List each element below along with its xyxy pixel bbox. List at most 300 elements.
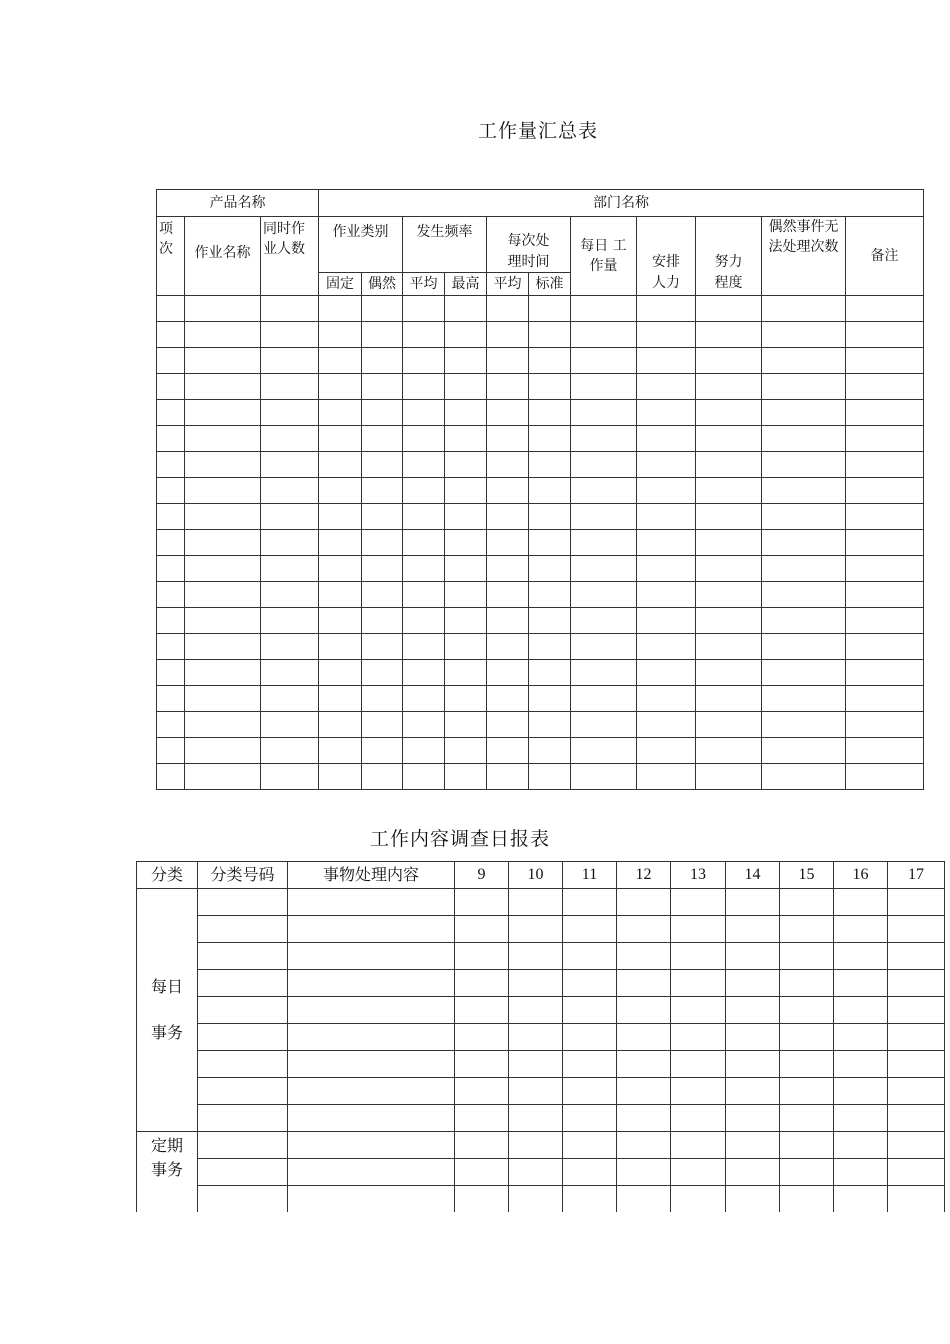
table-cell[interactable] — [726, 1159, 780, 1186]
table-cell[interactable] — [362, 426, 403, 452]
table-cell[interactable] — [563, 970, 617, 997]
table-cell[interactable] — [696, 738, 762, 764]
table-cell[interactable] — [487, 452, 529, 478]
table-cell[interactable] — [762, 374, 846, 400]
table-cell[interactable] — [637, 348, 696, 374]
table-cell[interactable] — [726, 943, 780, 970]
table-cell[interactable] — [198, 1186, 288, 1213]
table-cell[interactable] — [288, 1132, 455, 1159]
table-cell[interactable] — [157, 296, 185, 322]
table-cell[interactable] — [185, 686, 261, 712]
table-cell[interactable] — [319, 556, 362, 582]
table-cell[interactable] — [671, 1105, 726, 1132]
table-cell[interactable] — [261, 426, 319, 452]
table-cell[interactable] — [888, 916, 945, 943]
table-cell[interactable] — [617, 1159, 671, 1186]
table-cell[interactable] — [362, 556, 403, 582]
table-cell[interactable] — [617, 943, 671, 970]
table-cell[interactable] — [529, 452, 571, 478]
table-cell[interactable] — [529, 712, 571, 738]
table-cell[interactable] — [487, 686, 529, 712]
table-cell[interactable] — [529, 426, 571, 452]
table-cell[interactable] — [726, 1024, 780, 1051]
table-cell[interactable] — [487, 374, 529, 400]
table-cell[interactable] — [529, 738, 571, 764]
table-cell[interactable] — [563, 889, 617, 916]
table-cell[interactable] — [198, 1132, 288, 1159]
table-cell[interactable] — [726, 1051, 780, 1078]
table-cell[interactable] — [157, 764, 185, 790]
table-cell[interactable] — [509, 1051, 563, 1078]
table-cell[interactable] — [319, 322, 362, 348]
table-cell[interactable] — [157, 686, 185, 712]
table-cell[interactable] — [319, 738, 362, 764]
table-cell[interactable] — [288, 1186, 455, 1213]
table-cell[interactable] — [617, 1105, 671, 1132]
table-cell[interactable] — [403, 764, 445, 790]
table-cell[interactable] — [571, 348, 637, 374]
table-cell[interactable] — [319, 764, 362, 790]
table-cell[interactable] — [834, 1186, 888, 1213]
table-cell[interactable] — [288, 1051, 455, 1078]
table-cell[interactable] — [319, 608, 362, 634]
table-cell[interactable] — [696, 348, 762, 374]
table-cell[interactable] — [846, 426, 924, 452]
table-cell[interactable] — [487, 712, 529, 738]
table-cell[interactable] — [637, 764, 696, 790]
table-cell[interactable] — [362, 582, 403, 608]
table-cell[interactable] — [726, 916, 780, 943]
table-cell[interactable] — [198, 916, 288, 943]
table-cell[interactable] — [185, 764, 261, 790]
table-cell[interactable] — [445, 322, 487, 348]
table-cell[interactable] — [637, 634, 696, 660]
table-cell[interactable] — [529, 582, 571, 608]
table-cell[interactable] — [157, 530, 185, 556]
table-cell[interactable] — [509, 916, 563, 943]
table-cell[interactable] — [571, 556, 637, 582]
table-cell[interactable] — [403, 478, 445, 504]
table-cell[interactable] — [319, 400, 362, 426]
table-cell[interactable] — [403, 608, 445, 634]
table-cell[interactable] — [509, 1078, 563, 1105]
table-cell[interactable] — [637, 322, 696, 348]
table-cell[interactable] — [157, 426, 185, 452]
table-cell[interactable] — [571, 374, 637, 400]
table-cell[interactable] — [846, 322, 924, 348]
table-cell[interactable] — [846, 504, 924, 530]
table-cell[interactable] — [157, 556, 185, 582]
table-cell[interactable] — [846, 348, 924, 374]
table-cell[interactable] — [185, 634, 261, 660]
table-cell[interactable] — [157, 660, 185, 686]
table-cell[interactable] — [846, 608, 924, 634]
table-cell[interactable] — [319, 426, 362, 452]
table-cell[interactable] — [780, 1159, 834, 1186]
table-cell[interactable] — [617, 1132, 671, 1159]
table-cell[interactable] — [762, 686, 846, 712]
table-cell[interactable] — [403, 738, 445, 764]
table-cell[interactable] — [487, 660, 529, 686]
table-cell[interactable] — [834, 1159, 888, 1186]
table-cell[interactable] — [529, 374, 571, 400]
table-cell[interactable] — [780, 970, 834, 997]
table-cell[interactable] — [780, 943, 834, 970]
table-cell[interactable] — [157, 634, 185, 660]
table-cell[interactable] — [529, 660, 571, 686]
table-cell[interactable] — [403, 348, 445, 374]
table-cell[interactable] — [487, 296, 529, 322]
table-cell[interactable] — [157, 400, 185, 426]
table-cell[interactable] — [403, 530, 445, 556]
table-cell[interactable] — [563, 943, 617, 970]
table-cell[interactable] — [846, 478, 924, 504]
table-cell[interactable] — [696, 582, 762, 608]
table-cell[interactable] — [888, 889, 945, 916]
table-cell[interactable] — [445, 582, 487, 608]
table-cell[interactable] — [834, 1051, 888, 1078]
table-cell[interactable] — [637, 608, 696, 634]
table-cell[interactable] — [509, 1159, 563, 1186]
table-cell[interactable] — [637, 686, 696, 712]
table-cell[interactable] — [637, 530, 696, 556]
table-cell[interactable] — [846, 738, 924, 764]
table-cell[interactable] — [696, 400, 762, 426]
table-cell[interactable] — [563, 1159, 617, 1186]
table-cell[interactable] — [261, 764, 319, 790]
table-cell[interactable] — [696, 478, 762, 504]
table-cell[interactable] — [157, 374, 185, 400]
table-cell[interactable] — [834, 997, 888, 1024]
table-cell[interactable] — [198, 1051, 288, 1078]
table-cell[interactable] — [529, 478, 571, 504]
table-cell[interactable] — [637, 504, 696, 530]
table-cell[interactable] — [445, 634, 487, 660]
table-cell[interactable] — [671, 916, 726, 943]
table-cell[interactable] — [288, 1159, 455, 1186]
table-cell[interactable] — [319, 296, 362, 322]
table-cell[interactable] — [319, 374, 362, 400]
table-cell[interactable] — [617, 1051, 671, 1078]
table-cell[interactable] — [637, 556, 696, 582]
table-cell[interactable] — [780, 997, 834, 1024]
table-cell[interactable] — [617, 997, 671, 1024]
table-cell[interactable] — [637, 738, 696, 764]
table-cell[interactable] — [185, 582, 261, 608]
table-cell[interactable] — [563, 1186, 617, 1213]
table-cell[interactable] — [846, 660, 924, 686]
table-cell[interactable] — [529, 504, 571, 530]
table-cell[interactable] — [288, 970, 455, 997]
table-cell[interactable] — [319, 452, 362, 478]
table-cell[interactable] — [563, 1132, 617, 1159]
table-cell[interactable] — [487, 426, 529, 452]
table-cell[interactable] — [362, 738, 403, 764]
table-cell[interactable] — [834, 1024, 888, 1051]
table-cell[interactable] — [455, 970, 509, 997]
table-cell[interactable] — [617, 1024, 671, 1051]
table-cell[interactable] — [445, 296, 487, 322]
table-cell[interactable] — [487, 348, 529, 374]
table-cell[interactable] — [846, 686, 924, 712]
table-cell[interactable] — [846, 400, 924, 426]
table-cell[interactable] — [762, 426, 846, 452]
table-cell[interactable] — [185, 556, 261, 582]
table-cell[interactable] — [403, 504, 445, 530]
table-cell[interactable] — [261, 322, 319, 348]
table-cell[interactable] — [455, 1024, 509, 1051]
table-cell[interactable] — [571, 660, 637, 686]
table-cell[interactable] — [445, 452, 487, 478]
table-cell[interactable] — [198, 997, 288, 1024]
table-cell[interactable] — [571, 478, 637, 504]
table-cell[interactable] — [846, 634, 924, 660]
table-cell[interactable] — [261, 452, 319, 478]
table-cell[interactable] — [487, 634, 529, 660]
table-cell[interactable] — [261, 634, 319, 660]
table-cell[interactable] — [455, 1132, 509, 1159]
table-cell[interactable] — [455, 943, 509, 970]
table-cell[interactable] — [261, 296, 319, 322]
table-cell[interactable] — [780, 1132, 834, 1159]
table-cell[interactable] — [671, 1024, 726, 1051]
table-cell[interactable] — [671, 889, 726, 916]
table-cell[interactable] — [637, 660, 696, 686]
table-cell[interactable] — [780, 1105, 834, 1132]
table-cell[interactable] — [617, 916, 671, 943]
table-cell[interactable] — [185, 322, 261, 348]
table-cell[interactable] — [696, 530, 762, 556]
table-cell[interactable] — [198, 970, 288, 997]
table-cell[interactable] — [671, 970, 726, 997]
table-cell[interactable] — [696, 296, 762, 322]
table-cell[interactable] — [726, 1132, 780, 1159]
table-cell[interactable] — [509, 1186, 563, 1213]
table-cell[interactable] — [888, 1078, 945, 1105]
table-cell[interactable] — [762, 660, 846, 686]
table-cell[interactable] — [261, 712, 319, 738]
table-cell[interactable] — [185, 478, 261, 504]
table-cell[interactable] — [185, 660, 261, 686]
table-cell[interactable] — [362, 686, 403, 712]
table-cell[interactable] — [726, 997, 780, 1024]
table-cell[interactable] — [198, 943, 288, 970]
table-cell[interactable] — [445, 530, 487, 556]
table-cell[interactable] — [529, 764, 571, 790]
table-cell[interactable] — [696, 608, 762, 634]
table-cell[interactable] — [157, 608, 185, 634]
table-cell[interactable] — [198, 1159, 288, 1186]
table-cell[interactable] — [834, 943, 888, 970]
table-cell[interactable] — [637, 712, 696, 738]
table-cell[interactable] — [726, 889, 780, 916]
table-cell[interactable] — [319, 712, 362, 738]
table-cell[interactable] — [319, 530, 362, 556]
table-cell[interactable] — [529, 296, 571, 322]
table-cell[interactable] — [637, 452, 696, 478]
table-cell[interactable] — [846, 556, 924, 582]
table-cell[interactable] — [403, 582, 445, 608]
table-cell[interactable] — [571, 712, 637, 738]
table-cell[interactable] — [834, 1078, 888, 1105]
table-cell[interactable] — [888, 1132, 945, 1159]
table-cell[interactable] — [198, 1024, 288, 1051]
table-cell[interactable] — [509, 1132, 563, 1159]
table-cell[interactable] — [487, 582, 529, 608]
table-cell[interactable] — [487, 400, 529, 426]
table-cell[interactable] — [185, 452, 261, 478]
table-cell[interactable] — [319, 582, 362, 608]
table-cell[interactable] — [261, 504, 319, 530]
table-cell[interactable] — [319, 348, 362, 374]
table-cell[interactable] — [403, 322, 445, 348]
table-cell[interactable] — [198, 1078, 288, 1105]
table-cell[interactable] — [261, 478, 319, 504]
table-cell[interactable] — [888, 997, 945, 1024]
table-cell[interactable] — [762, 452, 846, 478]
table-cell[interactable] — [362, 608, 403, 634]
table-cell[interactable] — [696, 426, 762, 452]
table-cell[interactable] — [185, 712, 261, 738]
table-cell[interactable] — [529, 322, 571, 348]
table-cell[interactable] — [403, 400, 445, 426]
table-cell[interactable] — [696, 712, 762, 738]
table-cell[interactable] — [261, 582, 319, 608]
table-cell[interactable] — [403, 686, 445, 712]
table-cell[interactable] — [198, 1105, 288, 1132]
table-cell[interactable] — [726, 1078, 780, 1105]
table-cell[interactable] — [403, 426, 445, 452]
table-cell[interactable] — [403, 712, 445, 738]
table-cell[interactable] — [445, 426, 487, 452]
table-cell[interactable] — [571, 426, 637, 452]
table-cell[interactable] — [696, 686, 762, 712]
table-cell[interactable] — [487, 322, 529, 348]
table-cell[interactable] — [362, 348, 403, 374]
table-cell[interactable] — [455, 889, 509, 916]
table-cell[interactable] — [487, 738, 529, 764]
table-cell[interactable] — [362, 322, 403, 348]
table-cell[interactable] — [762, 556, 846, 582]
table-cell[interactable] — [762, 296, 846, 322]
table-cell[interactable] — [288, 916, 455, 943]
table-cell[interactable] — [529, 608, 571, 634]
table-cell[interactable] — [563, 1078, 617, 1105]
table-cell[interactable] — [834, 1132, 888, 1159]
table-cell[interactable] — [403, 660, 445, 686]
table-cell[interactable] — [261, 660, 319, 686]
table-cell[interactable] — [185, 426, 261, 452]
table-cell[interactable] — [261, 738, 319, 764]
table-cell[interactable] — [696, 374, 762, 400]
table-cell[interactable] — [696, 764, 762, 790]
table-cell[interactable] — [509, 889, 563, 916]
table-cell[interactable] — [319, 478, 362, 504]
table-cell[interactable] — [671, 1132, 726, 1159]
table-cell[interactable] — [571, 634, 637, 660]
table-cell[interactable] — [780, 889, 834, 916]
table-cell[interactable] — [362, 296, 403, 322]
table-cell[interactable] — [888, 1159, 945, 1186]
table-cell[interactable] — [762, 322, 846, 348]
table-cell[interactable] — [563, 997, 617, 1024]
table-cell[interactable] — [455, 1051, 509, 1078]
table-cell[interactable] — [509, 997, 563, 1024]
table-cell[interactable] — [780, 1024, 834, 1051]
table-cell[interactable] — [696, 452, 762, 478]
table-cell[interactable] — [780, 1186, 834, 1213]
table-cell[interactable] — [362, 400, 403, 426]
table-cell[interactable] — [403, 296, 445, 322]
table-cell[interactable] — [571, 400, 637, 426]
table-cell[interactable] — [319, 660, 362, 686]
table-cell[interactable] — [445, 400, 487, 426]
table-cell[interactable] — [445, 712, 487, 738]
table-cell[interactable] — [834, 916, 888, 943]
table-cell[interactable] — [362, 504, 403, 530]
table-cell[interactable] — [846, 582, 924, 608]
table-cell[interactable] — [762, 478, 846, 504]
table-cell[interactable] — [726, 1105, 780, 1132]
table-cell[interactable] — [455, 997, 509, 1024]
table-cell[interactable] — [509, 943, 563, 970]
table-cell[interactable] — [696, 504, 762, 530]
table-cell[interactable] — [762, 348, 846, 374]
table-cell[interactable] — [637, 426, 696, 452]
table-cell[interactable] — [671, 1051, 726, 1078]
table-cell[interactable] — [455, 1186, 509, 1213]
table-cell[interactable] — [509, 1105, 563, 1132]
table-cell[interactable] — [362, 478, 403, 504]
table-cell[interactable] — [403, 556, 445, 582]
table-cell[interactable] — [455, 916, 509, 943]
table-cell[interactable] — [637, 478, 696, 504]
table-cell[interactable] — [571, 504, 637, 530]
table-cell[interactable] — [261, 530, 319, 556]
table-cell[interactable] — [487, 608, 529, 634]
table-cell[interactable] — [445, 374, 487, 400]
table-cell[interactable] — [888, 1186, 945, 1213]
table-cell[interactable] — [846, 712, 924, 738]
table-cell[interactable] — [696, 322, 762, 348]
table-cell[interactable] — [637, 582, 696, 608]
table-cell[interactable] — [445, 764, 487, 790]
table-cell[interactable] — [288, 943, 455, 970]
table-cell[interactable] — [487, 478, 529, 504]
table-cell[interactable] — [185, 400, 261, 426]
table-cell[interactable] — [261, 400, 319, 426]
table-cell[interactable] — [617, 970, 671, 997]
table-cell[interactable] — [455, 1105, 509, 1132]
table-cell[interactable] — [637, 374, 696, 400]
table-cell[interactable] — [888, 943, 945, 970]
table-cell[interactable] — [529, 556, 571, 582]
table-cell[interactable] — [726, 970, 780, 997]
table-cell[interactable] — [846, 374, 924, 400]
table-cell[interactable] — [888, 970, 945, 997]
table-cell[interactable] — [529, 634, 571, 660]
table-cell[interactable] — [563, 1051, 617, 1078]
table-cell[interactable] — [637, 400, 696, 426]
table-cell[interactable] — [780, 1051, 834, 1078]
table-cell[interactable] — [157, 738, 185, 764]
table-cell[interactable] — [157, 582, 185, 608]
table-cell[interactable] — [288, 1078, 455, 1105]
table-cell[interactable] — [261, 608, 319, 634]
table-cell[interactable] — [362, 764, 403, 790]
table-cell[interactable] — [637, 296, 696, 322]
table-cell[interactable] — [157, 504, 185, 530]
